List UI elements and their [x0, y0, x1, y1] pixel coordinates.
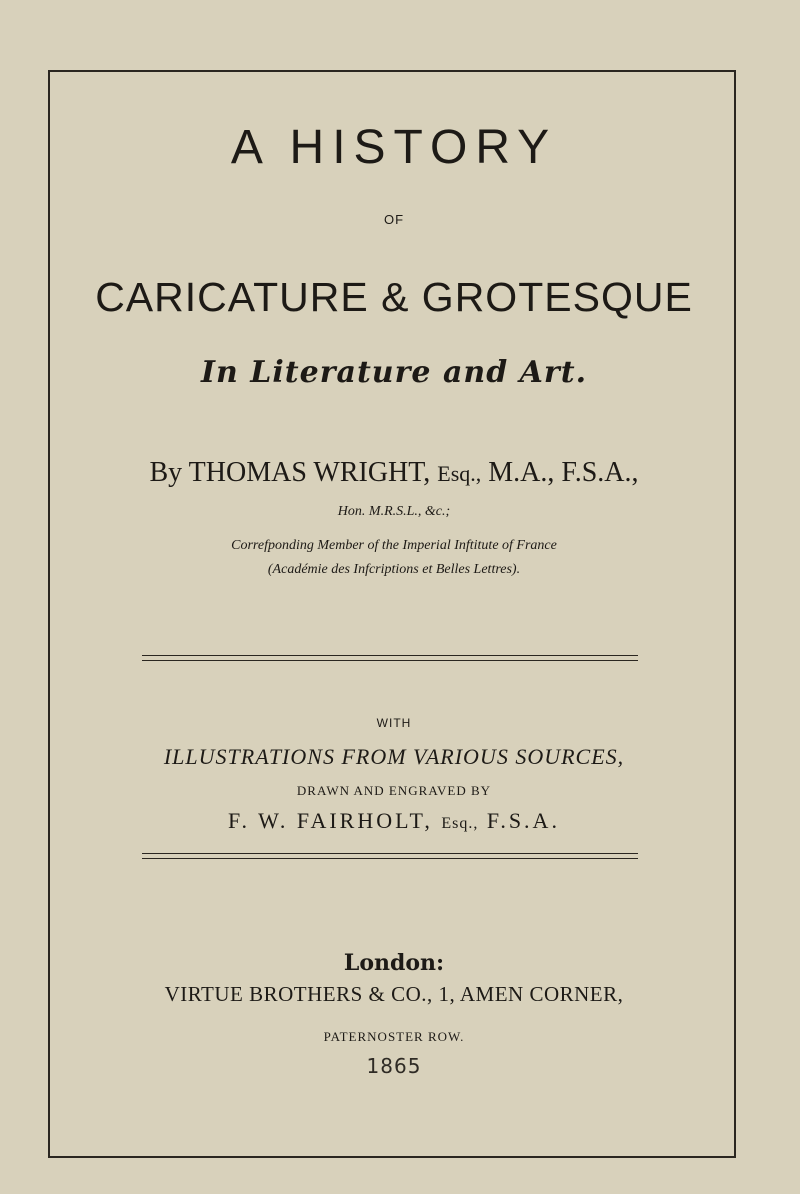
- page-border: [48, 70, 736, 1158]
- illustrations-line: ILLUSTRATIONS FROM VARIOUS SOURCES,: [163, 744, 625, 769]
- author-membership: Correfponding Member of the Imperial Inftitute of France: [231, 538, 557, 553]
- engraver-line: [50, 808, 736, 834]
- book-title: A HISTORY: [230, 121, 558, 174]
- divider-rule: [142, 858, 638, 859]
- handwritten-year: 1865: [366, 1054, 422, 1078]
- engraver-name: F. W. FAIRHOLT,: [228, 808, 433, 833]
- divider-rule: [142, 853, 638, 854]
- book-subtitle: In Literature and Art.: [200, 355, 588, 390]
- book-subject: CARICATURE & GROTESQUE: [95, 274, 693, 320]
- engraver-esq: Esq.,: [441, 815, 479, 832]
- imprint-street: PATERNOSTER ROW.: [323, 1029, 465, 1044]
- author-line: [50, 457, 736, 489]
- divider-rule: [142, 660, 638, 661]
- drawn-engraved-label: DRAWN AND ENGRAVED BY: [296, 783, 492, 798]
- imprint-publisher: VIRTUE BROTHERS & CO., 1, AMEN CORNER,: [164, 982, 624, 1006]
- author-esq: Esq.,: [437, 461, 482, 486]
- author-degrees: M.A., F.S.A.,: [488, 457, 639, 488]
- author-by: By: [149, 457, 183, 488]
- title-connector: OF: [383, 212, 405, 227]
- with-label: WITH: [376, 716, 412, 730]
- engraver-degrees: F.S.A.: [486, 808, 560, 833]
- author-name: THOMAS WRIGHT,: [188, 457, 431, 488]
- author-academie: (Académie des Infcriptions et Belles Lettres).: [267, 562, 521, 577]
- author-honors: Hon. M.R.S.L., &c.;: [337, 504, 451, 519]
- divider-rule: [142, 655, 638, 656]
- imprint-place: London:: [343, 950, 445, 976]
